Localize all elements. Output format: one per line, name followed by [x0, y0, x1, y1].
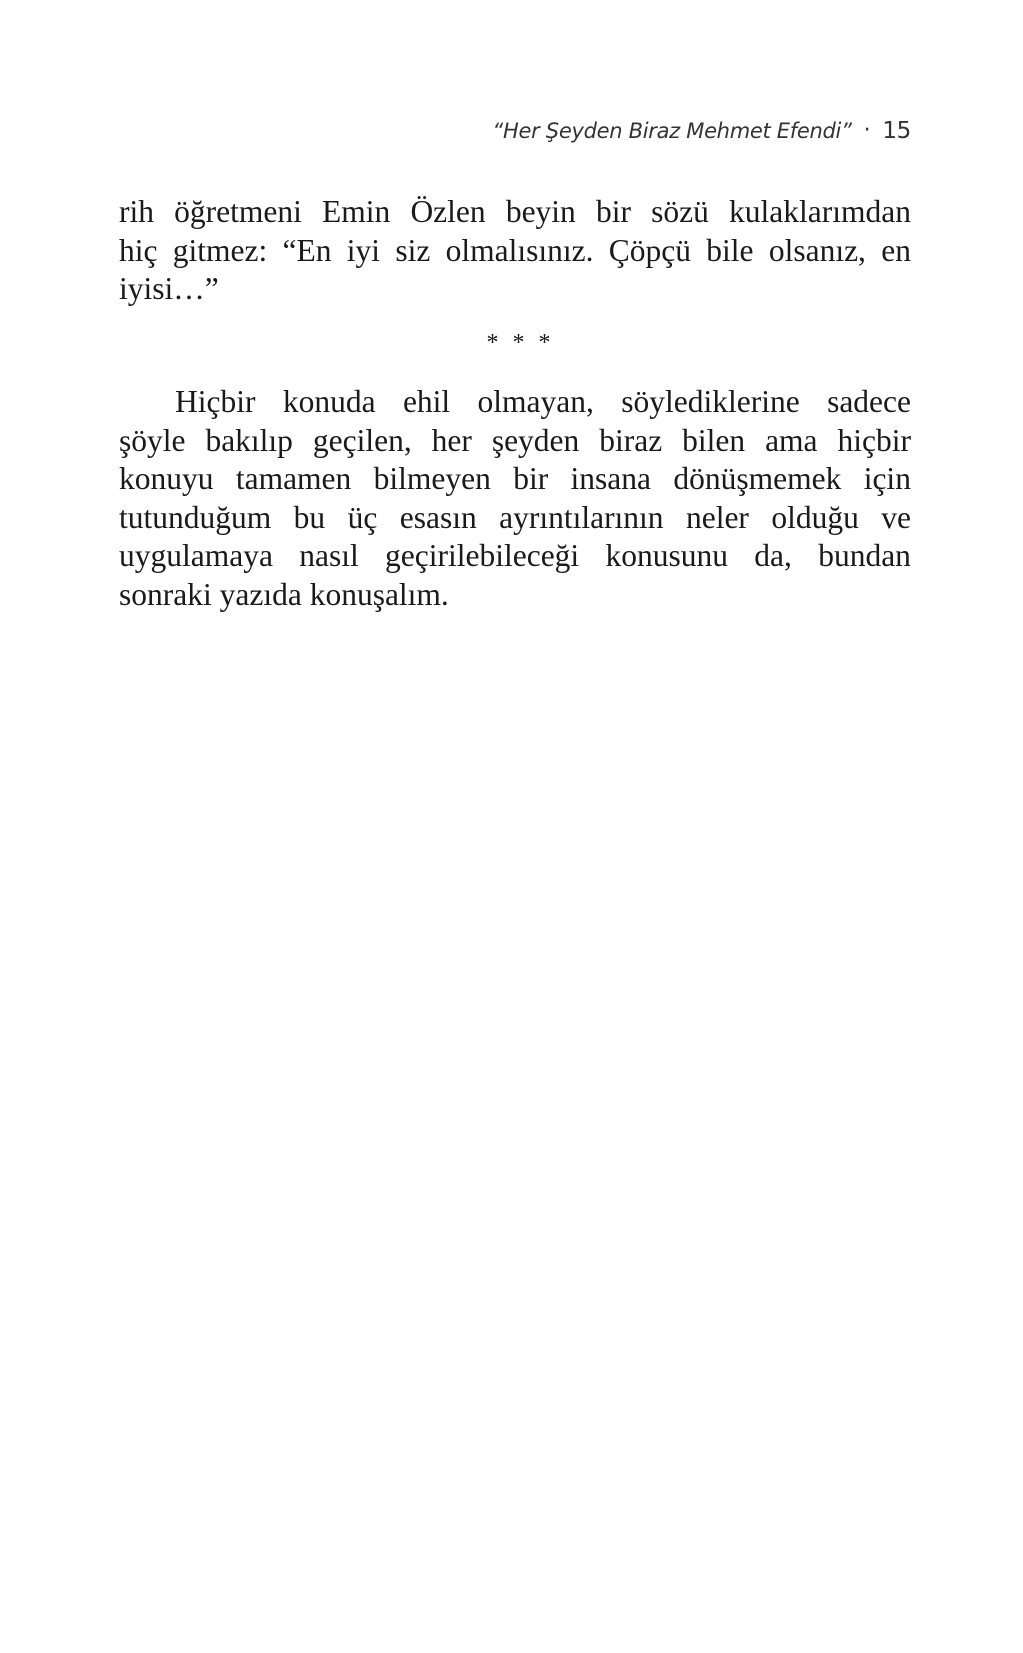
word: dönüşmemek: [673, 461, 842, 496]
word: bir: [595, 194, 631, 229]
word: olmalısınız.: [445, 232, 594, 268]
word: her: [431, 422, 472, 458]
word: bilen: [682, 422, 746, 458]
word: esasın: [399, 499, 477, 535]
word: bile: [706, 232, 754, 268]
word: hiçbir: [837, 422, 911, 458]
word: geçilen,: [312, 422, 412, 458]
running-header: [492, 118, 911, 144]
text-line: [119, 576, 911, 615]
word: şeyden: [491, 422, 580, 458]
text-line: [119, 537, 911, 576]
word: sonraki: [119, 576, 212, 612]
word: ehil: [402, 384, 451, 419]
word: olduğu: [771, 499, 859, 535]
word: hiç: [119, 232, 158, 268]
text-line: [119, 270, 911, 309]
word: Hiçbir: [175, 384, 256, 419]
word: söylediklerine: [621, 384, 800, 419]
text-line: [119, 232, 911, 271]
word: siz: [395, 232, 431, 268]
word: konuşalım.: [309, 576, 449, 612]
word: için: [863, 461, 911, 496]
word: bilmeyen: [373, 461, 491, 496]
word: nasıl: [299, 538, 359, 573]
word: olmayan,: [477, 384, 594, 419]
word: bundan: [818, 538, 911, 573]
section-separator: * * *: [486, 330, 555, 356]
word: gitmez:: [172, 232, 268, 268]
word: iyi: [346, 232, 381, 268]
word: insana: [570, 461, 652, 496]
word: en: [881, 232, 911, 268]
word: ve: [881, 499, 911, 535]
word: konuyu: [119, 461, 214, 496]
word: konusunu: [605, 538, 728, 573]
word: bu: [293, 499, 326, 535]
paragraph: [119, 383, 911, 614]
word: ayrıntılarının: [499, 499, 664, 535]
word: yazıda: [219, 576, 302, 612]
word: tamamen: [235, 461, 352, 496]
word: sadece: [827, 384, 911, 419]
word: biraz: [599, 422, 663, 458]
header-separator-dot: ·: [863, 118, 871, 143]
word: Emin: [322, 194, 391, 229]
word: kulaklarımdan: [729, 194, 911, 229]
word: olsanız,: [768, 232, 866, 268]
running-title: “Her Şeyden Biraz Mehmet Efendi”: [492, 119, 852, 143]
text-line: [119, 499, 911, 538]
word: şöyle: [119, 422, 186, 458]
word: geçirilebileceği: [385, 538, 580, 573]
text-line: [119, 193, 911, 232]
text-line: [119, 460, 911, 499]
word: konuda: [282, 384, 376, 419]
word: Özlen: [410, 194, 486, 229]
word: rih: [119, 194, 154, 229]
word: sözü: [651, 194, 709, 229]
word: iyisi…”: [119, 271, 219, 306]
word: beyin: [505, 194, 576, 229]
word: neler: [685, 499, 749, 535]
word: tutunduğum: [119, 499, 272, 535]
text-line: [119, 422, 911, 461]
word: öğretmeni: [174, 194, 302, 229]
word: “En: [282, 232, 332, 268]
paragraph-continuation: [119, 193, 911, 309]
word: ama: [765, 422, 818, 458]
word: üç: [347, 499, 378, 535]
word: Çöpçü: [608, 232, 692, 268]
text-line: [119, 383, 911, 422]
word: uygulamaya: [119, 538, 273, 573]
word: bakılıp: [205, 422, 293, 458]
word: bir: [513, 461, 549, 496]
page-number: 15: [882, 118, 911, 144]
word: da,: [754, 538, 792, 573]
